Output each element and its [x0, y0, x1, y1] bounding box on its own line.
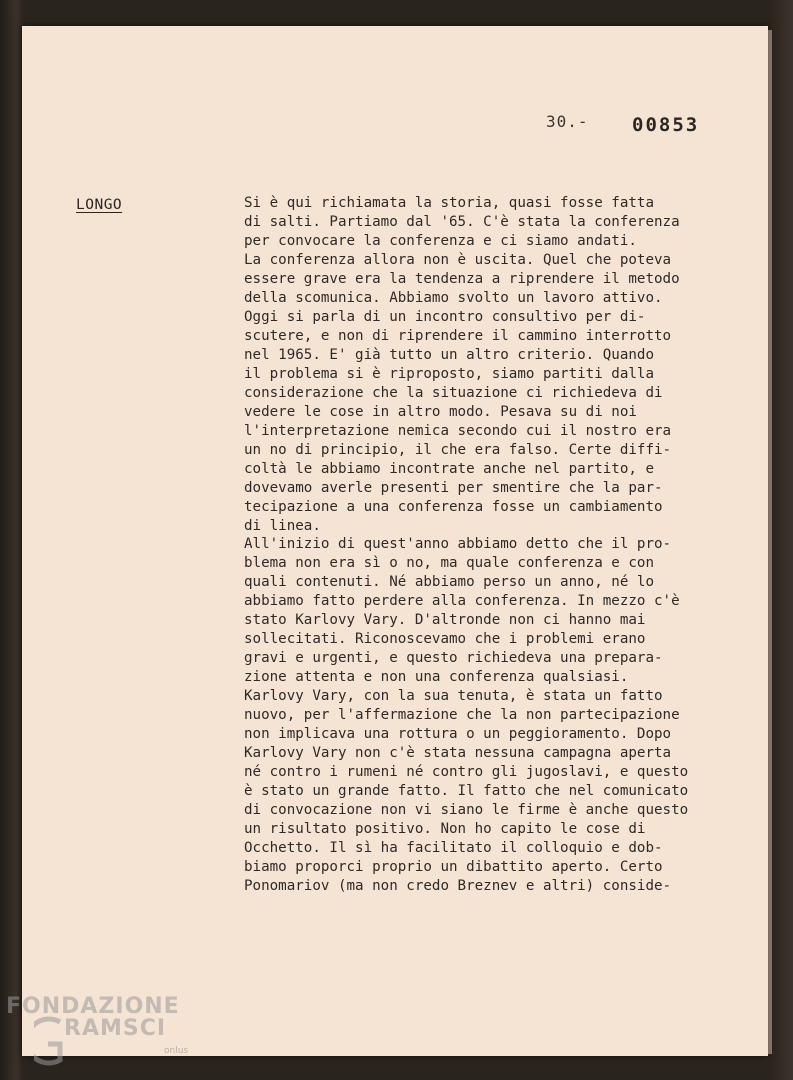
fondazione-gramsci-watermark: [6, 994, 196, 1074]
text-line: Si è qui richiamata la storia, quasi fosse fatta: [244, 195, 654, 211]
text-line: scutere, e non di riprendere il cammino interrotto: [244, 328, 672, 344]
text-line: zione attenta e non una conferenza qualsiasi.: [244, 669, 629, 685]
text-line: biamo proporci proprio un dibattito aperto. Certo: [244, 859, 663, 875]
text-line: è stato un grande fatto. Il fatto che nel comunicato: [244, 783, 689, 799]
text-line: un no di principio, il che era falso. Certe diffi-: [244, 442, 672, 458]
text-line: di salti. Partiamo dal '65. C'è stata la conferenza: [244, 214, 680, 230]
text-line: l'interpretazione nemica secondo cui il nostro era: [244, 423, 672, 439]
text-line: vedere le cose in altro modo. Pesava su di noi: [244, 404, 637, 420]
text-line: non implicava una rottura o un peggioramento. Dopo: [244, 726, 672, 742]
text-line: abbiamo fatto perdere alla conferenza. In mezzo c'è: [244, 593, 680, 609]
text-line: gravi e urgenti, e questo richiedeva una prepara-: [244, 650, 663, 666]
text-line: La conferenza allora non è uscita. Quel che poteva: [244, 252, 672, 268]
text-line: Ponomariov (ma non credo Breznev e altri) conside-: [244, 878, 672, 894]
text-line: sollecitati. Riconoscevamo che i problemi erano: [244, 631, 646, 647]
speaker-name: LONGO: [76, 197, 123, 213]
text-line: il problema si è riproposto, siamo partiti dalla: [244, 366, 654, 382]
text-line: considerazione che la situazione ci richiedeva di: [244, 385, 663, 401]
text-line: di convocazione non vi siano le firme è anche questo: [244, 802, 689, 818]
text-line: essere grave era la tendenza a riprendere il metodo: [244, 271, 680, 287]
watermark-suffix: onlus: [164, 1046, 189, 1056]
text-line: Oggi si parla di un incontro consultivo per di-: [244, 309, 646, 325]
text-line: per convocare la conferenza e ci siamo andati.: [244, 233, 637, 249]
watermark-line1: FONDAZIONE: [6, 994, 180, 1019]
gramsci-g-logo-icon: [34, 1014, 64, 1068]
text-line: stato Karlovy Vary. D'altronde non ci hanno mai: [244, 612, 646, 628]
paragraph-2: [244, 535, 688, 896]
text-line: un risultato positivo. Non ho capito le cose di: [244, 821, 646, 837]
text-line: All'inizio di quest'anno abbiamo detto che il pro-: [244, 536, 672, 552]
text-line: coltà le abbiamo incontrate anche nel partito, e: [244, 461, 654, 477]
text-line: dovevamo averle presenti per smentire che la par-: [244, 480, 663, 496]
text-line: tecipazione a una conferenza fosse un cambiamento: [244, 499, 663, 515]
text-line: di linea.: [244, 518, 321, 534]
document-code: 00853: [632, 114, 700, 136]
watermark-line2: RAMSCI: [64, 1016, 167, 1041]
text-line: nel 1965. E' già tutto un altro criterio. Quando: [244, 347, 654, 363]
text-line: Karlovy Vary non c'è stata nessuna campagna aperta: [244, 745, 672, 761]
text-line: nuovo, per l'affermazione che la non partecipazione: [244, 707, 680, 723]
text-line: Occhetto. Il sì ha facilitato il colloquio e dob-: [244, 840, 663, 856]
page-number: 30.-: [546, 112, 589, 131]
text-line: né contro i rumeni né contro gli jugoslavi, e questo: [244, 764, 689, 780]
text-line: Karlovy Vary, con la sua tenuta, è stata un fatto: [244, 688, 663, 704]
text-line: quali contenuti. Né abbiamo perso un anno, né lo: [244, 574, 654, 590]
paragraph-1: [244, 194, 680, 536]
text-line: della scomunica. Abbiamo svolto un lavoro attivo.: [244, 290, 663, 306]
text-line: blema non era sì o no, ma quale conferenza e con: [244, 555, 654, 571]
